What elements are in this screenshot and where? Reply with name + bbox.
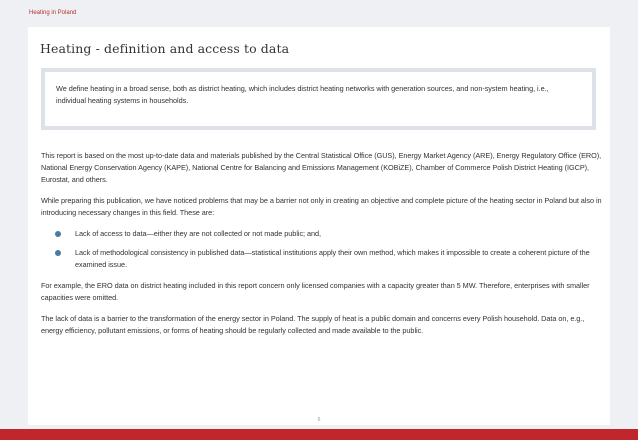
bullet-dot-icon [55, 250, 61, 256]
definition-callout-text: We define heating in a broad sense, both as district heating, which includes district heating networks with generation sources, and non-system heating, i.e., individual heating systems in households. [56, 84, 549, 105]
footer-accent-bar [0, 429, 638, 440]
problems-list [41, 228, 603, 271]
list-item-text: Lack of methodological consistency in published data—statistical institutions apply their own method, which makes it impossible to create a coherent picture of the examined issue. [75, 248, 590, 269]
paragraph-example: For example, the ERO data on district heating included in this report concern only licensed companies with a capacity greater than 5 MW. Therefore, enterprises with smaller capacities were omitted. [41, 281, 590, 302]
paragraph-conclusion: The lack of data is a barrier to the transformation of the energy sector in Poland. The supply of heat is a public domain and concerns every Polish household. Data on, e.g., energy efficiency, pollutant emissions, or forms of heating should be regularly collected and made available to the public. [41, 314, 585, 335]
definition-callout-box [41, 68, 596, 130]
paragraph-problems-intro: While preparing this publication, we have noticed problems that may be a barrier not only in creating an objective and complete picture of the heating sector in Poland but also in introducing necessary changes in this field. These are: [41, 196, 602, 217]
document-page [28, 27, 610, 425]
list-item [41, 247, 603, 271]
list-item-text: Lack of access to data—either they are not collected or not made public; and, [75, 229, 322, 238]
bullet-dot-icon [55, 231, 61, 237]
list-item [41, 228, 603, 240]
paragraph-sources: This report is based on the most up-to-date data and materials published by the Central Statistical Office (GUS), Energy Market Agency (ARE), Energy Regulatory Office (ERO), National Energy Conservation Agency (KAPE), National Centre for Balancing and Emissions Management (KOBiZE), Chamber of Commerce Polish District Heating (IGCP), Eurostat, and others. [41, 151, 602, 184]
running-header: Heating in Poland [29, 10, 77, 16]
page-number: 6 [317, 417, 321, 423]
page-title: Heating - definition and access to data [40, 41, 290, 56]
body-text [41, 150, 603, 346]
